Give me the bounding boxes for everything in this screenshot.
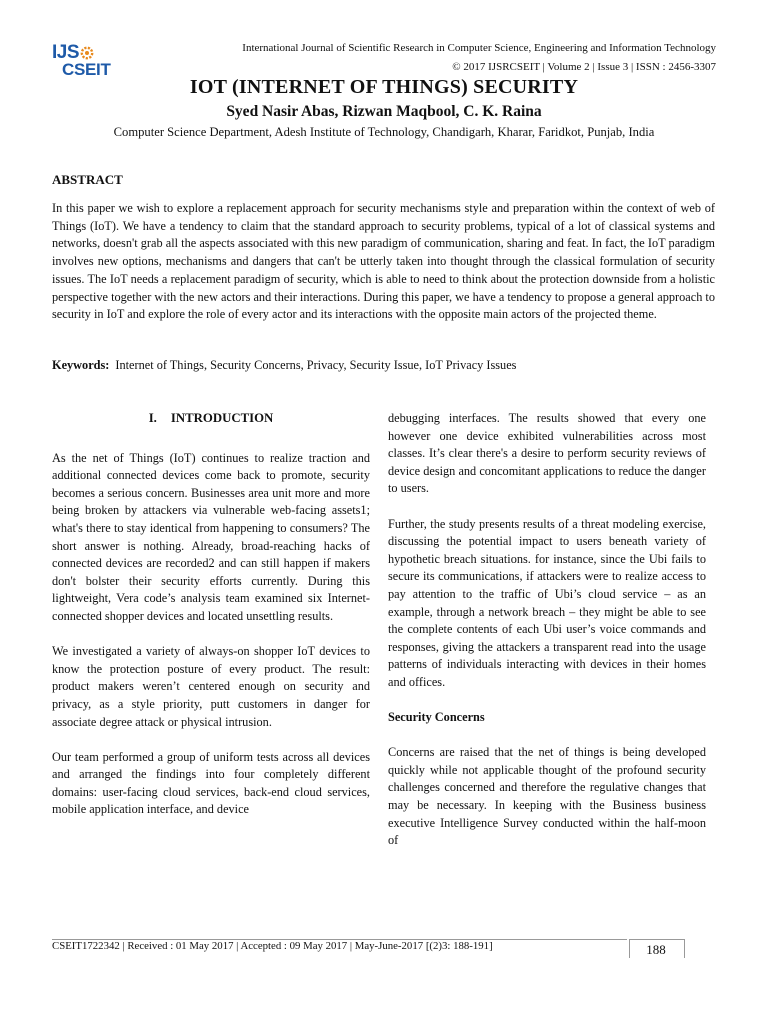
footer-citation: CSEIT1722342 | Received : 01 May 2017 | Accepted : 09 May 2017 | May-June-2017 [(2)3: 188-191] (52, 940, 493, 952)
paper-affiliation: Computer Science Department, Adesh Institute of Technology, Chandigarh, Kharar, Faridkot, Punjab, India (113, 125, 655, 139)
intro-paragraph-4: debugging interfaces. The results showed that every one however one device exhibited vulnerabilities across most classes. It’s clear there's a desire to perform security reviews of device design and concomitant applications to reduce the danger to users. (388, 411, 706, 496)
section-heading-introduction (52, 410, 370, 428)
keywords-list: Internet of Things, Security Concerns, Privacy, Security Issue, IoT Privacy Issues (115, 358, 517, 372)
keywords-label: Keywords: (52, 358, 110, 372)
subsection-heading-security-concerns: Security Concerns (388, 710, 485, 725)
logo-text-top: IJS (52, 42, 80, 63)
abstract-text: In this paper we wish to explore a replacement approach for security mechanisms style and preparation within the context of web of Things (IoT). We have a tendency to claim that the standard approach to security problems, typical of a lot of classical systems and networks, doesn't grab all the aspects associated with this new paradigm of communication, sharing and feat. In fact, the IoT paradigm involves new options, mechanisms and dangers that can't be utterly taken into thought through the classical formulation of security issues. The IoT needs a replacement paradigm of security, which is able to need to think about the protection downside from a holistic perspective together with the new actors and their interactions. During this paper, we have a tendency to propose a general approach to security in IoT and explore the role of every actor and its interactions with the opposite main actors of the projected theme. (52, 201, 715, 322)
keywords (52, 358, 715, 373)
logo-text-bottom: CSEIT (62, 60, 111, 79)
right-column (388, 410, 706, 867)
gear-icon (80, 46, 94, 60)
intro-paragraph-3: Our team performed a group of uniform tests across all devices and arranged the findings into four completely different domains: user-facing cloud services, back-end cloud services, mobile application interface, and device (52, 749, 370, 817)
issue-info: © 2017 IJSRCSEIT | Volume 2 | Issue 3 | ISSN : 2456-3307 (452, 61, 716, 73)
paper-title: IOT (INTERNET OF THINGS) SECURITY (189, 76, 579, 98)
section-title: INTRODUCTION (170, 411, 274, 425)
intro-paragraph-5: Further, the study presents results of a threat modeling exercise, discussing the potential impact to users beneath variety of hypothetic breach situations. for instance, since the Ubi fails to secure its communications, if attackers were to realize access to pay attention to the traffic of Ubi’s cloud service – as an example, through a network breach – they might be able to see the complete contents of each Ubi user’s voice commands and responses, giving the attackers a transparent read into the usage patterns of individuals interacting with devices in their homes and offices. (388, 516, 706, 689)
journal-name: International Journal of Scientific Research in Computer Science, Engineering and Information Technology (242, 42, 716, 54)
paper-authors: Syed Nasir Abas, Rizwan Maqbool, C. K. Raina (226, 103, 542, 120)
intro-paragraph-1: As the net of Things (IoT) continues to realize traction and additional connected devices come back to promote, security becomes a serious concern. Businesses area unit more and more being broken by attackers via vulnerable web-facing assets1; what's there to stay identical from happening to consumers? The short answer is nothing. Already, broad-reaching hacks of connected devices are recorded2 and can still happen if makers don't bolster their security efforts currently. During this lightweight, Vera code’s analysis team examined six Internet-connected shopper devices and located unsettling results. (52, 450, 370, 623)
left-column (52, 410, 370, 837)
journal-logo (52, 44, 116, 80)
intro-paragraph-2: We investigated a variety of always-on shopper IoT devices to know the protection posture of every product. The result: product makers weren’t centered enough on security and privacy, as a style priority, putt customers in danger for associate degree attack or physical intrusion. (52, 644, 370, 729)
section-number: I. (148, 411, 157, 425)
security-concerns-paragraph-1: Concerns are raised that the net of things is being developed quickly while not applicable thought of the profound security challenges concerned and therefore the regulative changes that may be necessary. In keeping with the Business business executive Intelligence Survey conducted within the half-moon of (388, 745, 706, 848)
page-number: 188 (646, 942, 666, 957)
abstract-heading: ABSTRACT (52, 172, 123, 187)
